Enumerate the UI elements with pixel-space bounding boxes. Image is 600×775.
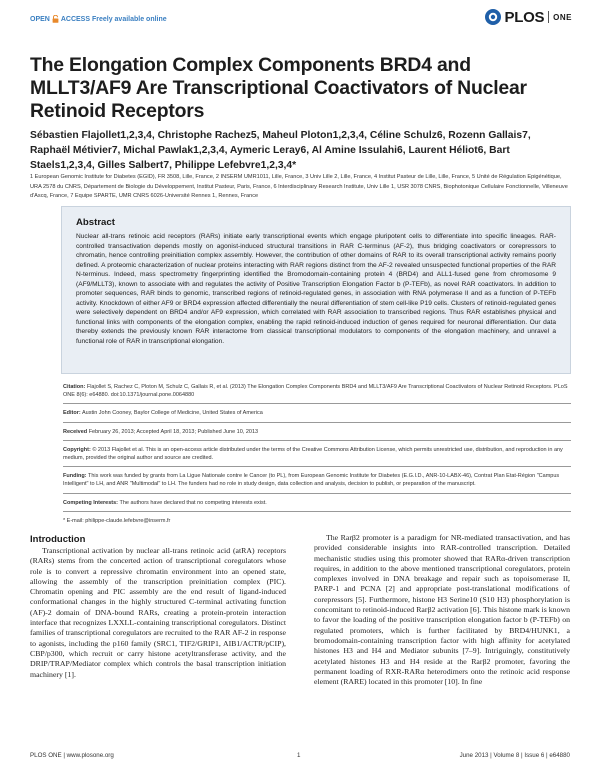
meta-divider	[63, 511, 571, 512]
author-list: Sébastien Flajollet1,2,3,4, Christophe Rachez5, Maheul Ploton1,2,3,4, Céline Schulz6, Rozenn Gallais7, Raphaël Métivier7, Michal Pawlak1,2,3,4, Aymeric Leray6, Al Amine Issulahi6, Laurent Héliot6, Bart Staels1,2,3,4, Gilles Salbert7, Philippe Lefebvre1,2,3,4*	[30, 130, 531, 171]
funding-label: Funding:	[63, 473, 87, 480]
intro-left-column: Transcriptional activation by nuclear all-trans retinoic acid (atRA) receptors (RARs) stems from the concerted action of transcriptional coregulators whose role is to convert a repressive chromatin environment into an opened state, allowing the assembly of the transcription preinitiation complex (PIC). Chromatin opening and PIC assembly are the end result of ligand-induced conformational changes in the highly structured C-terminal activating function (AF)-2 domain of DNA-bound RARs, creating a protein-protein interaction interface that recognizes LXXLL-containing transcriptional coregulators. Distinct families of transcriptional coregulators are recruited to the RAR AF-2 in response to agonists, including the p160 family (SRC1, TIF2/GRIP1, AIB1/ACTR/pCIP), CBP/p300, which recruit or carry histone acetyltransferase activity, and the DRIP/TRAP/Mediator complex which controls the basal transcription initiation machinery [1].	[30, 546, 286, 679]
meta-divider	[63, 493, 571, 494]
editor-text: Austin John Cooney, Baylor College of Medicine, United States of America	[81, 410, 263, 417]
competing-row	[63, 499, 571, 507]
open-lock-icon	[52, 15, 59, 23]
email-row[interactable]	[63, 517, 571, 525]
editor-row	[63, 409, 571, 417]
introduction-heading: Introduction	[30, 534, 86, 545]
open-access-badge[interactable]	[30, 15, 167, 23]
footer-issue: June 2013 | Volume 8 | Issue 6 | e64880	[459, 752, 570, 759]
meta-divider	[63, 440, 571, 441]
intro-right-column: The Rarβ2 promoter is a paradigm for NR-mediated transactivation, and has provided considerable insights into RAR-controlled transcription. Detailed mechanistic studies using this promoter showed that RARα-driven transcription requires, in addition to the above mentioned transcriptional coregulators, protein complexes involved in DNA breakage and repair such as topoisomerase II, PARP-1 and PCNA [2] and appropriate post-translational modifications of corepressors [5]. Furthermore, histone H3 Serine10 (S10 H3) phosphorylation is concomitant to retinoid-induced Rarβ2 activation [6]. This histone mark is known to favor the loading of the positive transcription elongation factor b (P-TEFb) on regulated promoters, which is further facilitated by BRD4/HUNK1, a bromodomain-containing transcription factor with high affinity for acetylated histones H3 and H4 and Mediator subunits [7–9]. Intriguingly, constitutively acetylated histones H3 and H4 reside at the Rarβ2 promoter, favoring the permanent loading of RXR-RARα heterodimers onto the retinoic acid response element (RARE) located in this promoter [10]. In fine	[314, 533, 570, 687]
meta-divider	[63, 466, 571, 467]
abstract-heading: Abstract	[76, 217, 115, 228]
competing-text: The authors have declared that no competing interests exist.	[119, 499, 267, 506]
page-number: 1	[297, 752, 301, 759]
open-access-prefix: OPEN	[30, 15, 50, 23]
logo-divider	[548, 11, 549, 23]
affiliation-list: 1 European Genomic Institute for Diabetes (EGID), FR 3508, Lille, France, 2 INSERM UMR1011, Lille, France, 3 Univ Lille 2, Lille, France, 4 Institut Pasteur de Lille, Lille, France, 5 Unité de Régulation Epigénétique, URA 2578 du CNRS, Département de Biologie du Développement, Institut Pasteur, Paris, France, 6 Interdisciplinary Research Institute, Univ Lille 1, USR 3078 CNRS, Biophotonique Cellulaire Fonctionnelle, Villeneuve d'Ascq, France, 7 Equipe SPARTE, UMR CNRS 6026-Université Rennes 1, Rennes, France	[30, 174, 568, 200]
citation-label: Citation:	[63, 384, 86, 390]
open-access-suffix: ACCESS Freely available online	[60, 15, 167, 23]
meta-divider	[63, 403, 571, 404]
citation-text: Flajollet S, Rachez C, Ploton M, Schulz C, Gallais R, et al. (2013) The Elongation Complex Components BRD4 and MLLT3/AF9 Are Transcriptional Coactivators of Nuclear Retinoid Receptors. PLoS ONE 8(6): e64880. doi:10.1371/journal.pone.0064880	[63, 384, 568, 399]
article-title: The Elongation Complex Components BRD4 and MLLT3/AF9 Are Transcriptional Coactivators of Nuclear Retinoid Receptors	[30, 54, 527, 122]
plos-mark-icon	[484, 8, 502, 26]
journal-header	[30, 8, 572, 32]
dates-text: February 26, 2013; Accepted April 18, 2013; Published June 10, 2013	[88, 428, 259, 435]
contact-email[interactable]: * E-mail: philippe-claude.lefebvre@inserm.fr	[63, 517, 171, 524]
abstract-text: Nuclear all-trans retinoic acid receptors (RARs) initiate early transcriptional events which engage pluripotent cells to differentiate into specific lineages. RAR-controlled transactivation depends mostly on agonist-induced structural transitions in RAR C-terminus (AF-2), thus bridging coactivators or corepressors to chromatin, hence controlling preinitiation complex assembly. However, the contribution of other domains of RAR to its overall transcriptional activity remains poorly defined. A proteomic characterization of nuclear proteins interacting with RAR regions distinct from the AF-2 revealed unsuspected functional properties of the RAR N-terminus. Indeed, mass spectrometry fingerprinting identified the Bromodomain-containing protein 4 (BRD4) and ALL1-fused gene from chromosome 9 (AF9/MLLT3), known to associate with and regulates the activity of Positive Transcription Elongation Factor b (P-TEFb), as novel RAR coactivators. In addition to promoter sequences, RAR binds to genomic, transcribed regions of retinoid-regulated genes, in association with RNA polymerase II and as a function of P-TEFb activity. Knockdown of either AF9 or BRD4 expression affected differentially the neural differentiation of stem cell-like P19 cells. Clusters of retinoid-regulated genes were selectively dependent on BRD4 and/or AF9 expression, which correlated with RAR association to transcribed regions. Thus RAR establishes physical and functional links with components of the elongation complex, enabling the rapid retinoid-induced induction of genes required for neuronal differentiation. Our data thereby extends the previously known RAR interactome from classical transcriptional modulators to components of the elongation machinery, and unravel a functional role of RAR in transcriptional elongation.	[76, 233, 556, 346]
abstract-box	[61, 206, 571, 374]
copyright-text: © 2013 Flajollet et al. This is an open-access article distributed under the terms of the Creative Commons Attribution License, which permits unrestricted use, distribution, and reproduction in any medium, provided the original author and source are credited.	[63, 446, 563, 462]
editor-label: Editor:	[63, 410, 81, 417]
copyright-row	[63, 446, 571, 462]
logo-word: PLOS	[504, 8, 545, 26]
meta-divider	[63, 422, 571, 423]
competing-label: Competing Interests:	[63, 499, 119, 506]
logo-journal: ONE	[553, 12, 572, 22]
funding-row	[63, 472, 571, 488]
funding-text: This work was funded by grants from La Ligue Nationale contre le Cancer (to PL), from European Genomic Institute for Diabetes (E.G.I.D., ANR-10-LABX-46), Contrat Plan Etat-Région "Campus Intelligent" to LH, and ANR "Multimodal" to LH. The funders had no role in study design, data collection and analysis, decision to publish, or preparation of the manuscript.	[63, 473, 560, 488]
dates-row	[63, 428, 571, 436]
footer-journal[interactable]: PLOS ONE | www.plosone.org	[30, 752, 114, 759]
copyright-label: Copyright:	[63, 446, 91, 453]
article-meta	[63, 383, 571, 529]
plos-one-logo[interactable]	[484, 8, 572, 26]
dates-label: Received	[63, 428, 88, 435]
citation-row	[63, 383, 571, 399]
